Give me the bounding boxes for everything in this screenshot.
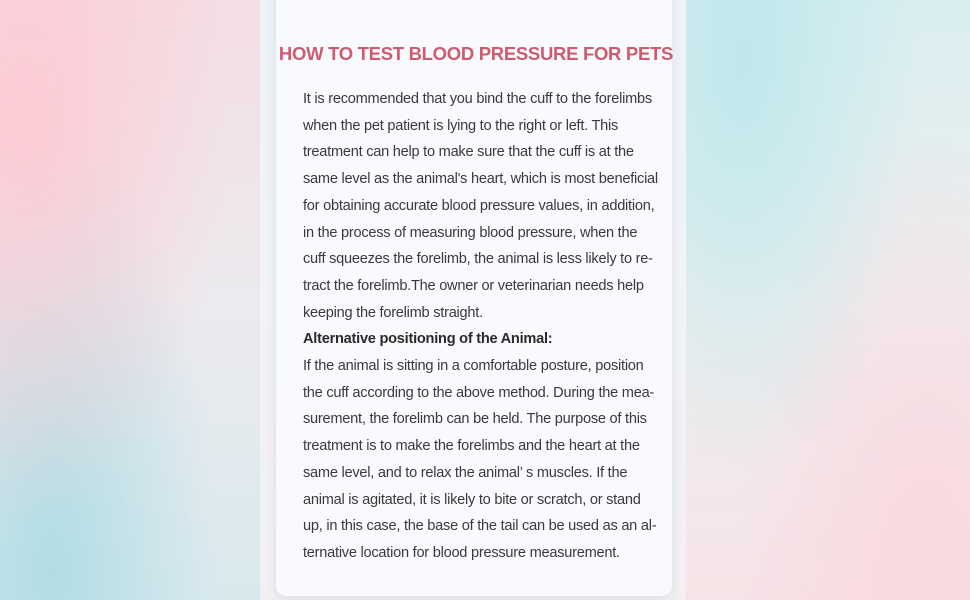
subheading-alternative-positioning: Alternative positioning of the Animal:: [303, 331, 553, 348]
background-right-panel: [686, 0, 970, 600]
paragraph-alternative-positioning: If the animal is sitting in a comfortable posture, position the cuff according to the above method. During the mea-surement, the forelimb can be held. The purpose of this treatment is to make the forelimbs and the heart at the same level, and to relax the animal’ s muscles. If the animal is agitated, it is likely to bite or scratch, or stand up, in this case, the base of the tail can be used as an al-ternative location for blood pressure measurement.: [303, 358, 657, 561]
page-title: HOW TO TEST BLOOD PRESSURE FOR PETS: [278, 43, 674, 64]
paragraph-cuff-placement: It is recommended that you bind the cuff to the forelimbs when the pet patient is lying to the right or left. This treatment can help to make sure that the cuff is at the same level as the animal's heart, which is most beneficial for obtaining accurate blood pressure values, in addition, in the process of measuring blood pressure, when the cuff squeezes the forelimb, the animal is less likely to re-tract the forelimb.The owner or veterinarian needs help keeping the forelimb straight.: [303, 91, 658, 321]
background-left-panel: [0, 0, 260, 600]
article-body: [303, 86, 659, 567]
